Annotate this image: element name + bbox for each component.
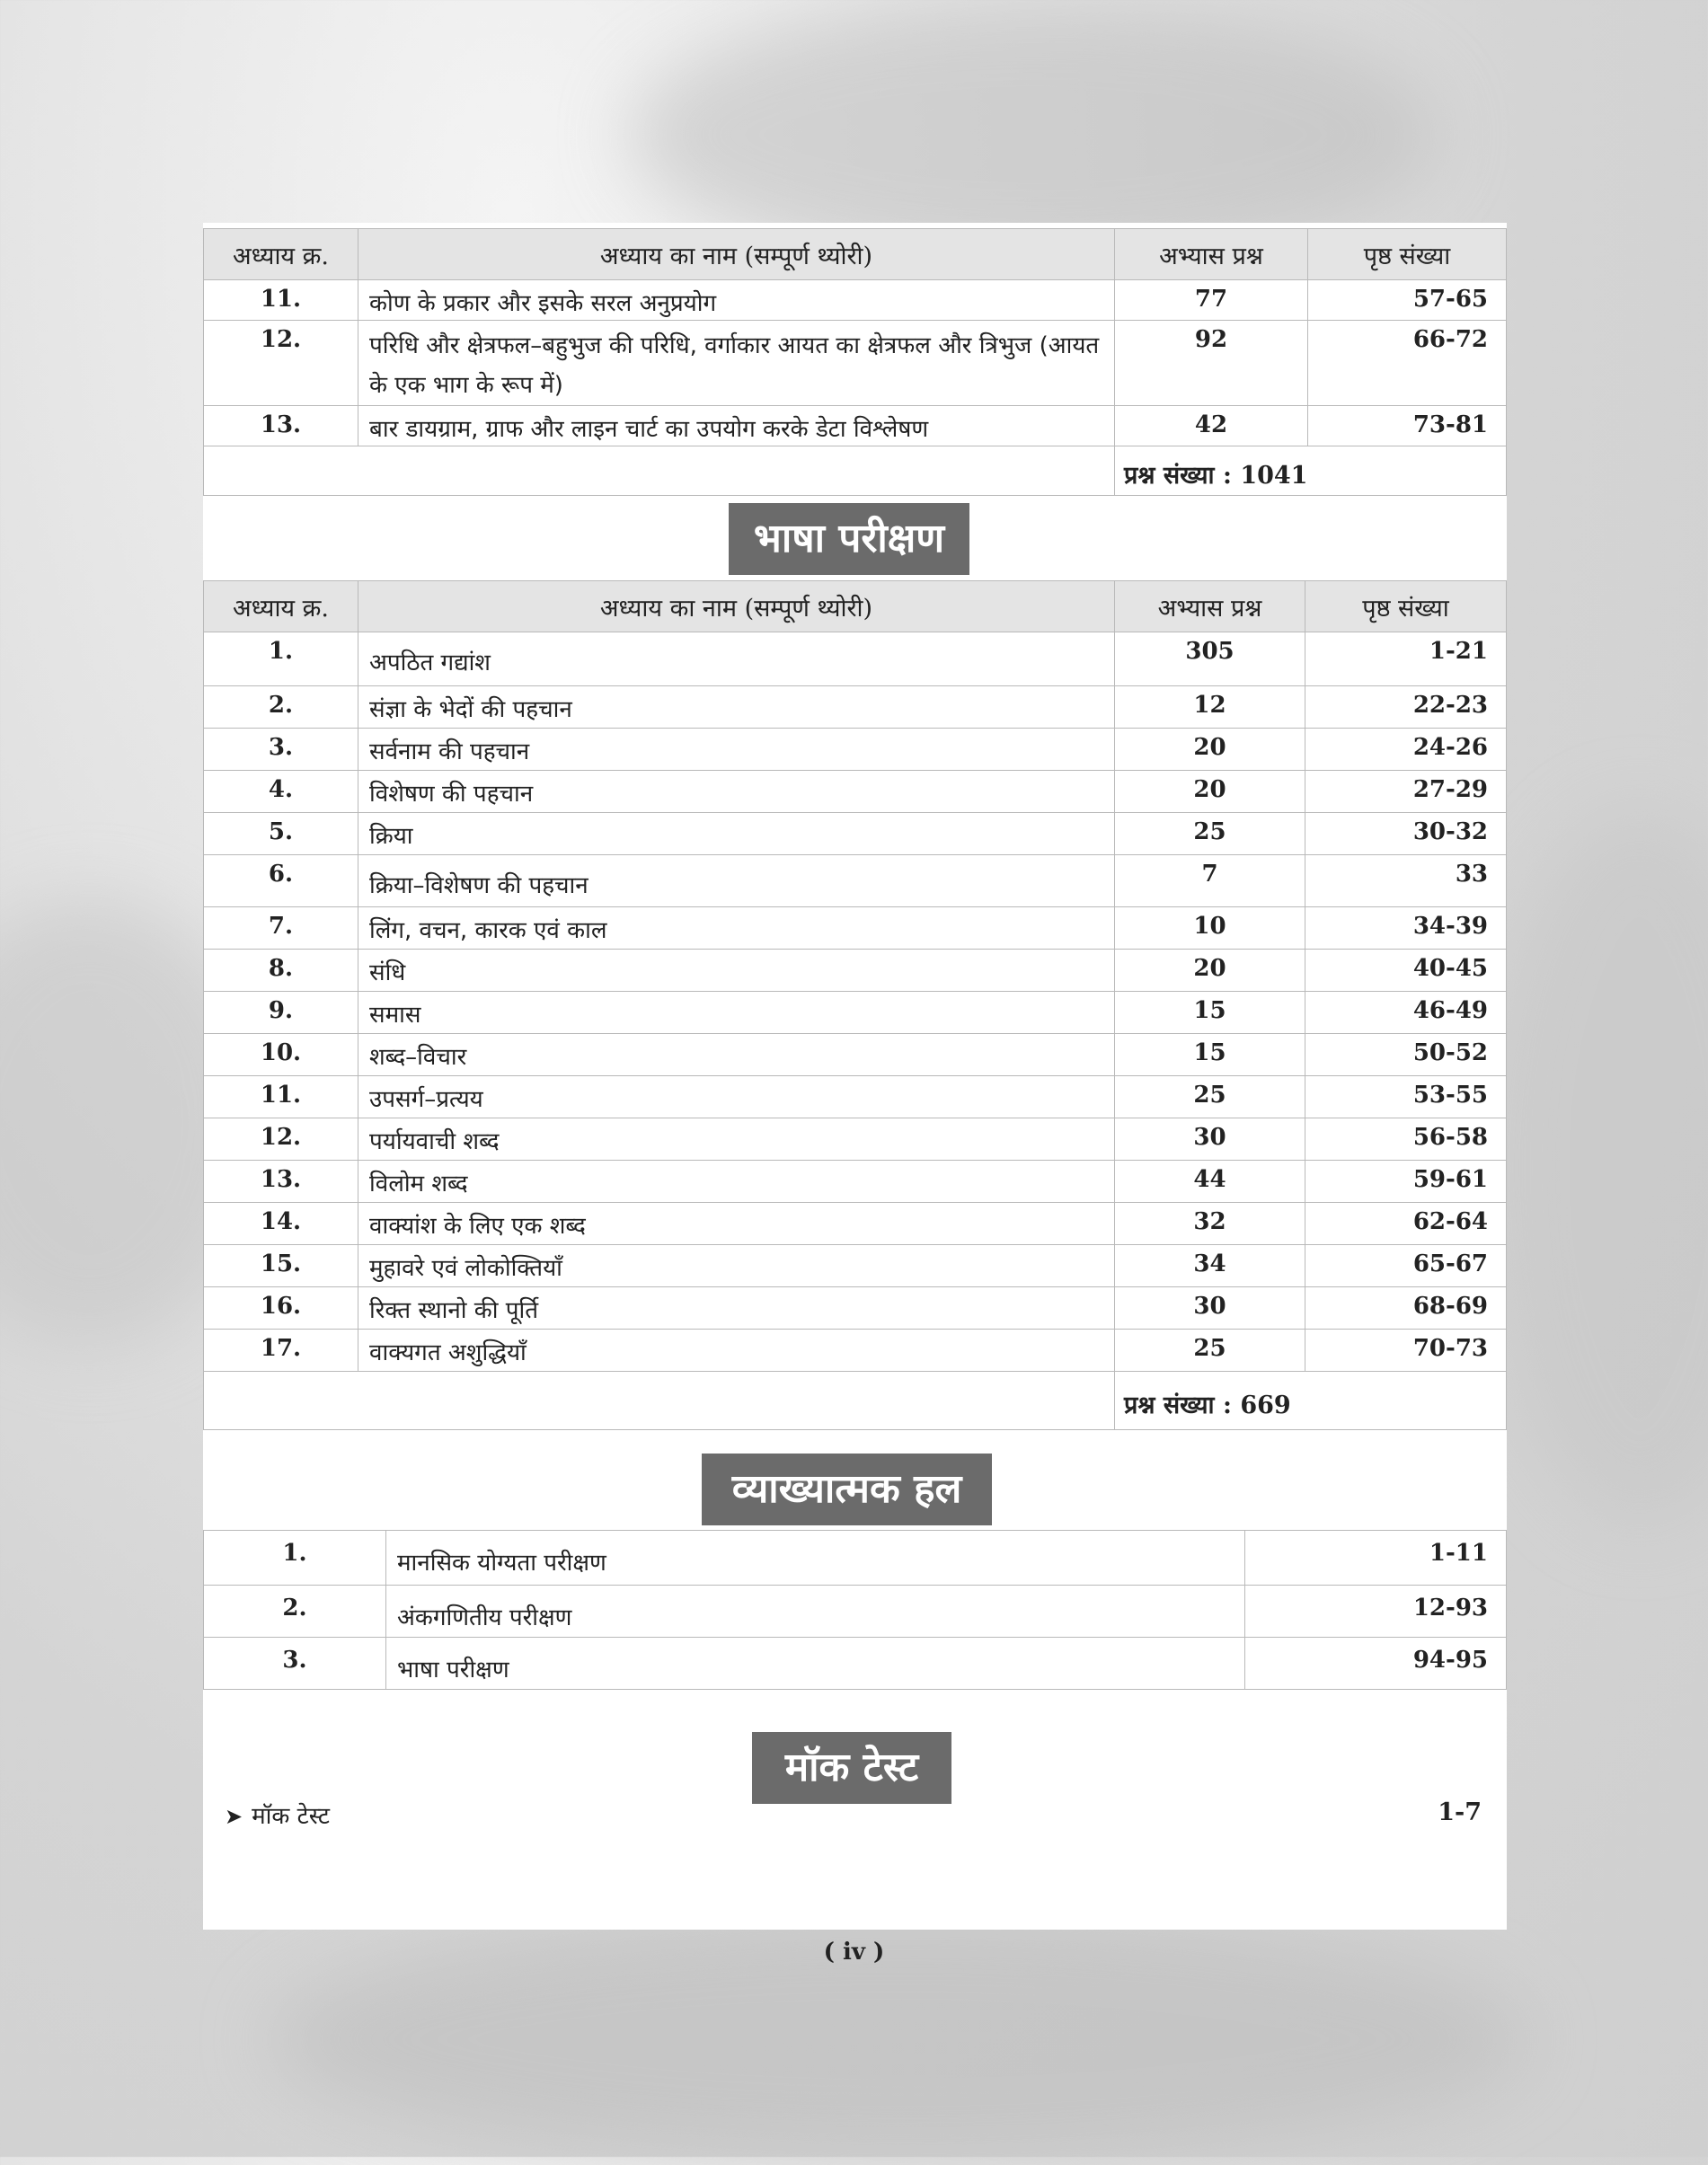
- content-sheet: [203, 223, 1507, 1930]
- col-page-number: पृष्ठ संख्या: [1305, 581, 1507, 632]
- chapter-name: सर्वनाम की पहचान: [358, 729, 1115, 771]
- practice-count: 10: [1115, 907, 1305, 950]
- table-row: [204, 771, 1507, 813]
- table-header-row: [204, 229, 1507, 280]
- table-row: [204, 1245, 1507, 1287]
- page-range: 40-45: [1305, 950, 1507, 992]
- section-heading-mock-test: मॉक टेस्ट: [752, 1732, 951, 1804]
- chapter-name: परिधि और क्षेत्रफल–बहुभुज की परिधि, वर्गाकार आयत का क्षेत्रफल और त्रिभुज (आयत के एक भाग के रूप में): [358, 321, 1115, 406]
- practice-count: 77: [1115, 280, 1308, 321]
- col-practice-questions: अभ्यास प्रश्न: [1115, 229, 1308, 280]
- chapter-name: कोण के प्रकार और इसके सरल अनुप्रयोग: [358, 280, 1115, 321]
- page-range: 68-69: [1305, 1287, 1507, 1330]
- chapter-no: 14.: [204, 1203, 358, 1245]
- chapter-name: मुहावरे एवं लोकोक्तियाँ: [358, 1245, 1115, 1287]
- chapter-no: 11.: [204, 1076, 358, 1118]
- chapter-no: 16.: [204, 1287, 358, 1330]
- chapter-no: 10.: [204, 1034, 358, 1076]
- section-name: अंकगणितीय परीक्षण: [386, 1586, 1245, 1638]
- page-range: 34-39: [1305, 907, 1507, 950]
- chapter-no: 2.: [204, 686, 358, 729]
- table-row: [204, 1287, 1507, 1330]
- page-range: 30-32: [1305, 813, 1507, 855]
- page-range: 65-67: [1305, 1245, 1507, 1287]
- page-range: 62-64: [1305, 1203, 1507, 1245]
- table-row: [204, 1076, 1507, 1118]
- page-range: 53-55: [1305, 1076, 1507, 1118]
- page-range: 94-95: [1245, 1638, 1507, 1690]
- chapter-name: उपसर्ग–प्रत्यय: [358, 1076, 1115, 1118]
- table-row: [204, 950, 1507, 992]
- page-range: 22-23: [1305, 686, 1507, 729]
- table-row: [204, 406, 1507, 446]
- chapter-name: शब्द–विचार: [358, 1034, 1115, 1076]
- table-row: [204, 321, 1507, 406]
- practice-count: 92: [1115, 321, 1308, 406]
- chapter-no: 7.: [204, 907, 358, 950]
- page-range: 1-21: [1305, 632, 1507, 686]
- chapter-name: वाक्यगत अशुद्धियाँ: [358, 1330, 1115, 1372]
- page-range: 1-11: [1245, 1531, 1507, 1586]
- col-practice-questions: अभ्यास प्रश्न: [1115, 581, 1305, 632]
- chapter-name: संज्ञा के भेदों की पहचान: [358, 686, 1115, 729]
- page-range: 24-26: [1305, 729, 1507, 771]
- practice-count: 25: [1115, 1330, 1305, 1372]
- chapter-name: संधि: [358, 950, 1115, 992]
- col-chapter-no: अध्याय क्र.: [204, 581, 358, 632]
- table-row: [204, 1161, 1507, 1203]
- page-range: 57-65: [1308, 280, 1507, 321]
- table-row: [204, 1531, 1507, 1586]
- table-row: [204, 1638, 1507, 1690]
- chapter-name: विशेषण की पहचान: [358, 771, 1115, 813]
- question-total: प्रश्न संख्या : 1041: [1115, 446, 1507, 496]
- chapter-no: 13.: [204, 406, 358, 446]
- chapter-name: क्रिया: [358, 813, 1115, 855]
- page-range: 59-61: [1305, 1161, 1507, 1203]
- section-heading-language-test: भाषा परीक्षण: [729, 503, 969, 575]
- table-total-row: [204, 446, 1507, 496]
- page-range: 70-73: [1305, 1330, 1507, 1372]
- practice-count: 20: [1115, 950, 1305, 992]
- table-row: [204, 813, 1507, 855]
- col-page-number: पृष्ठ संख्या: [1308, 229, 1507, 280]
- practice-count: 30: [1115, 1118, 1305, 1161]
- chapter-name: लिंग, वचन, कारक एवं काल: [358, 907, 1115, 950]
- practice-count: 20: [1115, 729, 1305, 771]
- mock-test-page: 1-7: [1438, 1798, 1482, 1826]
- chapter-no: 1.: [204, 632, 358, 686]
- table-total-row: [204, 1372, 1507, 1430]
- chapter-no: 9.: [204, 992, 358, 1034]
- chapter-no: 5.: [204, 813, 358, 855]
- practice-count: 15: [1115, 992, 1305, 1034]
- chapter-name: क्रिया–विशेषण की पहचान: [358, 855, 1115, 907]
- table-row: [204, 907, 1507, 950]
- page-range: 33: [1305, 855, 1507, 907]
- page-range: 12-93: [1245, 1586, 1507, 1638]
- section-no: 1.: [204, 1531, 386, 1586]
- chapter-name: समास: [358, 992, 1115, 1034]
- practice-count: 7: [1115, 855, 1305, 907]
- col-chapter-name: अध्याय का नाम (सम्पूर्ण थ्योरी): [358, 581, 1115, 632]
- section-name: मानसिक योग्यता परीक्षण: [386, 1531, 1245, 1586]
- chapter-no: 13.: [204, 1161, 358, 1203]
- table-row: [204, 729, 1507, 771]
- chapter-name: बार डायग्राम, ग्राफ और लाइन चार्ट का उपयोग करके डेटा विश्लेषण: [358, 406, 1115, 446]
- practice-count: 32: [1115, 1203, 1305, 1245]
- page-range: 73-81: [1308, 406, 1507, 446]
- col-chapter-no: अध्याय क्र.: [204, 229, 358, 280]
- table-header-row: [204, 581, 1507, 632]
- table-row: [204, 686, 1507, 729]
- table-row: [204, 1203, 1507, 1245]
- practice-count: 25: [1115, 1076, 1305, 1118]
- chapter-no: 17.: [204, 1330, 358, 1372]
- practice-count: 30: [1115, 1287, 1305, 1330]
- question-total: प्रश्न संख्या : 669: [1115, 1372, 1507, 1430]
- language-chapters-table: [203, 580, 1507, 1430]
- chapter-name: अपठित गद्यांश: [358, 632, 1115, 686]
- chapter-no: 3.: [204, 729, 358, 771]
- col-chapter-name: अध्याय का नाम (सम्पूर्ण थ्योरी): [358, 229, 1115, 280]
- section-name: भाषा परीक्षण: [386, 1638, 1245, 1690]
- page-range: 56-58: [1305, 1118, 1507, 1161]
- practice-count: 15: [1115, 1034, 1305, 1076]
- practice-count: 34: [1115, 1245, 1305, 1287]
- chapter-no: 11.: [204, 280, 358, 321]
- table-row: [204, 1034, 1507, 1076]
- page-range: 46-49: [1305, 992, 1507, 1034]
- practice-count: 25: [1115, 813, 1305, 855]
- page-range: 66-72: [1308, 321, 1507, 406]
- practice-count: 20: [1115, 771, 1305, 813]
- table-row: [204, 1330, 1507, 1372]
- table-row: [204, 632, 1507, 686]
- chapter-name: वाक्यांश के लिए एक शब्द: [358, 1203, 1115, 1245]
- practice-count: 12: [1115, 686, 1305, 729]
- page-range: 50-52: [1305, 1034, 1507, 1076]
- table-row: [204, 855, 1507, 907]
- page-number-footer: ( iv ): [823, 1939, 885, 1966]
- chapter-no: 15.: [204, 1245, 358, 1287]
- practice-count: 44: [1115, 1161, 1305, 1203]
- table-row: [204, 280, 1507, 321]
- chapter-name: पर्यायवाची शब्द: [358, 1118, 1115, 1161]
- table-row: [204, 992, 1507, 1034]
- practice-count: 305: [1115, 632, 1305, 686]
- section-no: 3.: [204, 1638, 386, 1690]
- chapter-no: 4.: [204, 771, 358, 813]
- chapter-name: रिक्त स्थानो की पूर्ति: [358, 1287, 1115, 1330]
- arrow-bullet-icon: ➤: [225, 1804, 243, 1829]
- table-row: [204, 1118, 1507, 1161]
- chapter-no: 8.: [204, 950, 358, 992]
- table-row: [204, 1586, 1507, 1638]
- arithmetic-chapters-table: [203, 228, 1507, 496]
- section-no: 2.: [204, 1586, 386, 1638]
- chapter-no: 6.: [204, 855, 358, 907]
- mock-test-label: मॉक टेस्ट: [252, 1803, 330, 1830]
- practice-count: 42: [1115, 406, 1308, 446]
- solutions-table: [203, 1530, 1507, 1690]
- chapter-no: 12.: [204, 321, 358, 406]
- page-range: 27-29: [1305, 771, 1507, 813]
- chapter-name: विलोम शब्द: [358, 1161, 1115, 1203]
- mock-test-entry: [225, 1798, 330, 1831]
- chapter-no: 12.: [204, 1118, 358, 1161]
- section-heading-explanatory-solutions: व्याख्यात्मक हल: [702, 1454, 992, 1525]
